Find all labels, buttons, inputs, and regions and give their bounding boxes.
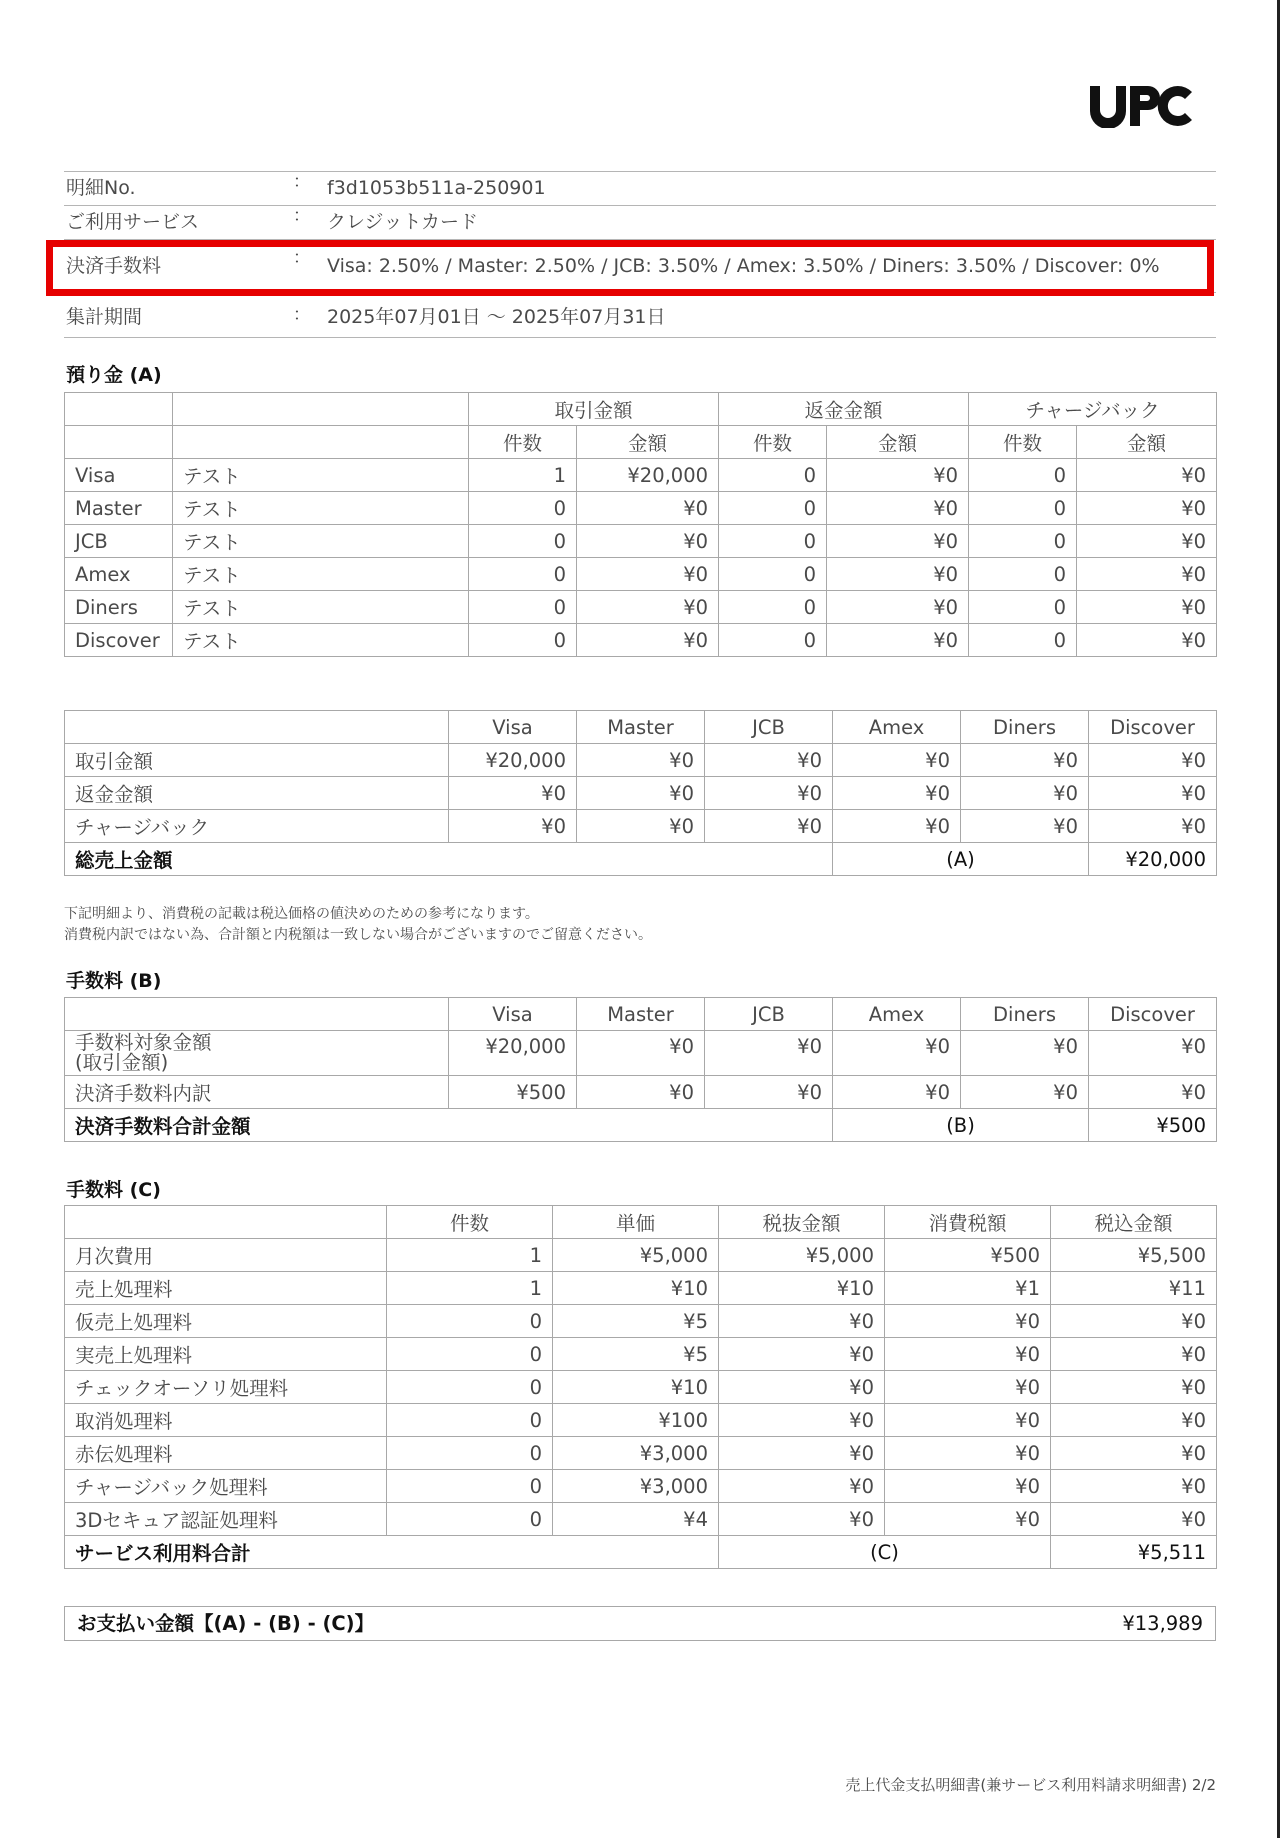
count-cell: 1: [387, 1272, 553, 1305]
count-cell: 0: [719, 591, 827, 624]
amount-cell: ¥0: [577, 744, 705, 777]
count-cell: 0: [969, 525, 1077, 558]
amount-cell: ¥0: [1051, 1404, 1217, 1437]
row-label-cell: 取消処理料: [65, 1404, 387, 1437]
count-cell: 0: [469, 492, 577, 525]
info-separator: ：: [293, 248, 310, 268]
deposit-group-header-row: [65, 393, 1217, 426]
amount-cell: ¥0: [885, 1371, 1051, 1404]
amount-cell: ¥0: [961, 810, 1089, 843]
amount-cell: ¥0: [1089, 810, 1217, 843]
sales-summary-row: [65, 810, 1217, 843]
amount-cell: ¥0: [1051, 1305, 1217, 1338]
amount-cell: ¥0: [705, 1031, 833, 1076]
count-cell: 0: [387, 1437, 553, 1470]
header-chargeback: チャージバック: [969, 393, 1217, 426]
merchant-name-cell: テスト: [173, 492, 469, 525]
column-header: 消費税額: [885, 1206, 1051, 1239]
amount-cell: ¥0: [827, 591, 969, 624]
payment-amount-box: [64, 1606, 1216, 1641]
row-label-line: (取引金額): [75, 1051, 169, 1074]
amount-cell: ¥0: [577, 777, 705, 810]
amount-cell: ¥0: [1051, 1503, 1217, 1536]
amount-cell: ¥10: [553, 1272, 719, 1305]
header-blank: [173, 393, 469, 426]
amount-cell: ¥0: [577, 810, 705, 843]
amount-cell: ¥0: [1089, 777, 1217, 810]
info-separator: ：: [293, 206, 310, 226]
amount-cell: ¥0: [827, 525, 969, 558]
fee-c-row: [65, 1503, 1217, 1536]
count-cell: 0: [469, 624, 577, 657]
amount-cell: ¥0: [827, 558, 969, 591]
count-cell: 0: [969, 558, 1077, 591]
amount-cell: ¥0: [449, 777, 577, 810]
amount-cell: ¥0: [705, 810, 833, 843]
brand-header: JCB: [705, 998, 833, 1031]
header-blank: [65, 1206, 387, 1239]
header-blank: [65, 711, 449, 744]
amount-cell: ¥20,000: [577, 459, 719, 492]
amount-cell: ¥0: [577, 1031, 705, 1076]
header-count: 件数: [469, 426, 577, 459]
row-label-cell: [65, 1076, 449, 1109]
amount-cell: ¥0: [961, 777, 1089, 810]
section-a-title: 預り金 (A): [66, 364, 162, 386]
amount-cell: ¥0: [961, 1076, 1089, 1109]
gross-sales-amount: ¥20,000: [1089, 843, 1217, 876]
info-value: f3d1053b511a-250901: [327, 177, 546, 199]
info-label: 明細No.: [66, 177, 136, 199]
header-transaction: 取引金額: [469, 393, 719, 426]
amount-cell: ¥0: [885, 1470, 1051, 1503]
amount-cell: ¥0: [1089, 744, 1217, 777]
column-header: 税込金額: [1051, 1206, 1217, 1239]
fee-b-total-mark: (B): [833, 1109, 1089, 1142]
info-label: 集計期間: [66, 306, 143, 328]
row-label-cell: チェックオーソリ処理料: [65, 1371, 387, 1404]
fee-c-row: [65, 1272, 1217, 1305]
count-cell: 0: [387, 1305, 553, 1338]
amount-cell: ¥0: [719, 1503, 885, 1536]
fee-b-total-row: [65, 1109, 1217, 1142]
count-cell: 0: [969, 624, 1077, 657]
brand-header: Diners: [961, 998, 1089, 1031]
amount-cell: ¥0: [719, 1437, 885, 1470]
amount-cell: ¥0: [705, 1076, 833, 1109]
gross-sales-total-row: [65, 843, 1217, 876]
header-blank: [65, 393, 173, 426]
row-label-cell: 仮売上処理料: [65, 1305, 387, 1338]
amount-cell: ¥0: [827, 492, 969, 525]
count-cell: 0: [969, 492, 1077, 525]
row-label-cell: [65, 1031, 449, 1076]
amount-cell: ¥0: [885, 1503, 1051, 1536]
payment-label: お支払い金額【(A) - (B) - (C)】: [77, 1612, 375, 1635]
upc-logo: [1086, 84, 1196, 128]
amount-cell: ¥10: [553, 1371, 719, 1404]
row-label-cell: チャージバック処理料: [65, 1470, 387, 1503]
amount-cell: ¥0: [885, 1404, 1051, 1437]
row-label-cell: チャージバック: [65, 810, 449, 843]
fee-rate-highlight-box: [46, 240, 1214, 296]
info-value: Visa: 2.50% / Master: 2.50% / JCB: 3.50% / Amex: 3.50% / Diners: 3.50% / Discover: 0%: [327, 255, 1160, 277]
deposit-row: [65, 558, 1217, 591]
fee-c-total-label: サービス利用料合計: [65, 1536, 719, 1569]
amount-cell: ¥0: [1077, 558, 1217, 591]
amount-cell: ¥0: [833, 1076, 961, 1109]
fee-c-header-row: [65, 1206, 1217, 1239]
amount-cell: ¥0: [833, 810, 961, 843]
deposit-row: [65, 624, 1217, 657]
row-label-cell: 取引金額: [65, 744, 449, 777]
amount-cell: ¥0: [961, 744, 1089, 777]
info-row-service: [64, 206, 1216, 240]
info-label: ご利用サービス: [66, 211, 200, 233]
info-value: 2025年07月01日 ～ 2025年07月31日: [327, 306, 666, 328]
sales-summary-row: [65, 777, 1217, 810]
fee-c-row: [65, 1470, 1217, 1503]
deposit-table-body: [65, 459, 1217, 657]
amount-cell: ¥0: [577, 558, 719, 591]
card-brand-cell: Master: [65, 492, 173, 525]
count-cell: 0: [969, 459, 1077, 492]
amount-cell: ¥5: [553, 1305, 719, 1338]
header-blank: [173, 426, 469, 459]
brand-header: Amex: [833, 711, 961, 744]
amount-cell: ¥3,000: [553, 1437, 719, 1470]
header-blank: [65, 426, 173, 459]
amount-cell: ¥5,500: [1051, 1239, 1217, 1272]
fee-b-total-amount: ¥500: [1089, 1109, 1217, 1142]
count-cell: 0: [969, 591, 1077, 624]
amount-cell: ¥0: [1051, 1371, 1217, 1404]
fee-c-row: [65, 1404, 1217, 1437]
count-cell: 0: [387, 1404, 553, 1437]
header-refund: 返金金額: [719, 393, 969, 426]
sales-summary-header-row: [65, 711, 1217, 744]
merchant-name-cell: テスト: [173, 624, 469, 657]
fee-c-row: [65, 1239, 1217, 1272]
amount-cell: ¥0: [577, 525, 719, 558]
amount-cell: ¥0: [719, 1305, 885, 1338]
row-label-cell: 売上処理料: [65, 1272, 387, 1305]
brand-header: Discover: [1089, 998, 1217, 1031]
amount-cell: ¥0: [1051, 1437, 1217, 1470]
count-cell: 0: [387, 1338, 553, 1371]
section-c-title: 手数料 (C): [66, 1179, 161, 1201]
info-label: 決済手数料: [66, 255, 162, 277]
header-amount: 金額: [577, 426, 719, 459]
row-label-cell: 実売上処理料: [65, 1338, 387, 1371]
amount-cell: ¥0: [827, 624, 969, 657]
header-amount: 金額: [1077, 426, 1217, 459]
amount-cell: ¥0: [1077, 591, 1217, 624]
amount-cell: ¥0: [885, 1437, 1051, 1470]
amount-cell: ¥0: [1051, 1470, 1217, 1503]
header-count: 件数: [719, 426, 827, 459]
count-cell: 0: [719, 492, 827, 525]
count-cell: 0: [387, 1470, 553, 1503]
info-separator: ：: [293, 172, 310, 192]
amount-cell: ¥5: [553, 1338, 719, 1371]
row-label-cell: 赤伝処理料: [65, 1437, 387, 1470]
column-header: 件数: [387, 1206, 553, 1239]
info-row-period: [64, 293, 1216, 338]
row-label-cell: 3Dセキュア認証処理料: [65, 1503, 387, 1536]
brand-header: Visa: [449, 998, 577, 1031]
brand-header: Master: [577, 711, 705, 744]
amount-cell: ¥0: [833, 1031, 961, 1076]
brand-header: Discover: [1089, 711, 1217, 744]
section-b-title: 手数料 (B): [66, 970, 162, 992]
tax-note: [64, 904, 652, 946]
info-value: クレジットカード: [327, 211, 478, 233]
brand-header: Diners: [961, 711, 1089, 744]
fee-b-table: [64, 997, 1217, 1142]
count-cell: 0: [469, 525, 577, 558]
fee-b-row: [65, 1076, 1217, 1109]
count-cell: 0: [719, 558, 827, 591]
count-cell: 0: [719, 525, 827, 558]
amount-cell: ¥0: [1077, 624, 1217, 657]
deposit-row: [65, 525, 1217, 558]
row-label-line: 決済手数料内訳: [75, 1082, 212, 1105]
amount-cell: ¥20,000: [449, 744, 577, 777]
amount-cell: ¥0: [833, 777, 961, 810]
amount-cell: ¥0: [885, 1305, 1051, 1338]
tax-note-line: 消費税内訳ではない為、合計額と内税額は一致しない場合がございますのでご留意ください。: [64, 927, 652, 943]
row-label-cell: 月次費用: [65, 1239, 387, 1272]
card-brand-cell: JCB: [65, 525, 173, 558]
merchant-name-cell: テスト: [173, 558, 469, 591]
amount-cell: ¥0: [885, 1338, 1051, 1371]
brand-header: JCB: [705, 711, 833, 744]
amount-cell: ¥0: [961, 1031, 1089, 1076]
amount-cell: ¥500: [449, 1076, 577, 1109]
gross-sales-label: 総売上金額: [65, 843, 833, 876]
fee-c-row: [65, 1305, 1217, 1338]
info-separator: ：: [293, 305, 310, 325]
amount-cell: ¥3,000: [553, 1470, 719, 1503]
brand-header: Amex: [833, 998, 961, 1031]
amount-cell: ¥0: [1089, 1076, 1217, 1109]
fee-c-row: [65, 1371, 1217, 1404]
header-blank: [65, 998, 449, 1031]
column-header: 税抜金額: [719, 1206, 885, 1239]
amount-cell: ¥5,000: [553, 1239, 719, 1272]
count-cell: 0: [387, 1371, 553, 1404]
card-brand-cell: Amex: [65, 558, 173, 591]
count-cell: 1: [387, 1239, 553, 1272]
card-brand-cell: Discover: [65, 624, 173, 657]
count-cell: 0: [387, 1503, 553, 1536]
count-cell: 0: [469, 591, 577, 624]
fee-c-total-mark: (C): [719, 1536, 1051, 1569]
sales-summary-row: [65, 744, 1217, 777]
amount-cell: ¥0: [577, 1076, 705, 1109]
amount-cell: ¥0: [1077, 525, 1217, 558]
amount-cell: ¥20,000: [449, 1031, 577, 1076]
card-brand-cell: Diners: [65, 591, 173, 624]
amount-cell: ¥0: [719, 1371, 885, 1404]
row-label-cell: 返金金額: [65, 777, 449, 810]
header-amount: 金額: [827, 426, 969, 459]
amount-cell: ¥0: [719, 1404, 885, 1437]
fee-c-body: [65, 1239, 1217, 1536]
merchant-name-cell: テスト: [173, 591, 469, 624]
deposit-row: [65, 591, 1217, 624]
fee-c-total-row: [65, 1536, 1217, 1569]
count-cell: 0: [469, 558, 577, 591]
count-cell: 0: [719, 459, 827, 492]
amount-cell: ¥0: [577, 624, 719, 657]
amount-cell: ¥100: [553, 1404, 719, 1437]
amount-cell: ¥0: [449, 810, 577, 843]
amount-cell: ¥1: [885, 1272, 1051, 1305]
amount-cell: ¥5,000: [719, 1239, 885, 1272]
fee-c-row: [65, 1437, 1217, 1470]
amount-cell: ¥4: [553, 1503, 719, 1536]
amount-cell: ¥0: [577, 591, 719, 624]
footer-page-label: 売上代金支払明細書(兼サービス利用料請求明細書) 2/2: [845, 1776, 1216, 1794]
merchant-name-cell: テスト: [173, 525, 469, 558]
fee-c-row: [65, 1338, 1217, 1371]
amount-cell: ¥0: [1089, 1031, 1217, 1076]
amount-cell: ¥0: [1077, 459, 1217, 492]
deposit-sub-header-row: [65, 426, 1217, 459]
amount-cell: ¥0: [577, 492, 719, 525]
amount-cell: ¥10: [719, 1272, 885, 1305]
amount-cell: ¥0: [827, 459, 969, 492]
column-header: 単価: [553, 1206, 719, 1239]
sales-summary-body: [65, 744, 1217, 843]
payment-amount: ¥13,989: [1122, 1612, 1203, 1635]
fee-b-body: [65, 1031, 1217, 1109]
fee-b-row: [65, 1031, 1217, 1076]
amount-cell: ¥0: [705, 744, 833, 777]
header-count: 件数: [969, 426, 1077, 459]
deposit-row: [65, 459, 1217, 492]
amount-cell: ¥0: [705, 777, 833, 810]
amount-cell: ¥0: [719, 1470, 885, 1503]
amount-cell: ¥0: [833, 744, 961, 777]
amount-cell: ¥11: [1051, 1272, 1217, 1305]
amount-cell: ¥0: [719, 1338, 885, 1371]
fee-c-total-amount: ¥5,511: [1051, 1536, 1217, 1569]
brand-header: Master: [577, 998, 705, 1031]
deposit-table: [64, 392, 1217, 657]
fee-c-table: [64, 1205, 1217, 1569]
gross-sales-mark: (A): [833, 843, 1089, 876]
count-cell: 1: [469, 459, 577, 492]
info-row-meisai-no: [64, 171, 1216, 206]
brand-header: Visa: [449, 711, 577, 744]
tax-note-line: 下記明細より、消費税の記載は税込価格の値決めのための参考になります。: [64, 906, 539, 922]
row-label-line: 手数料対象金額: [75, 1031, 212, 1054]
fee-b-total-label: 決済手数料合計金額: [65, 1109, 833, 1142]
amount-cell: ¥500: [885, 1239, 1051, 1272]
fee-b-header-row: [65, 998, 1217, 1031]
count-cell: 0: [719, 624, 827, 657]
amount-cell: ¥0: [1077, 492, 1217, 525]
card-brand-cell: Visa: [65, 459, 173, 492]
amount-cell: ¥0: [1051, 1338, 1217, 1371]
deposit-row: [65, 492, 1217, 525]
sales-summary-table: [64, 710, 1217, 876]
merchant-name-cell: テスト: [173, 459, 469, 492]
